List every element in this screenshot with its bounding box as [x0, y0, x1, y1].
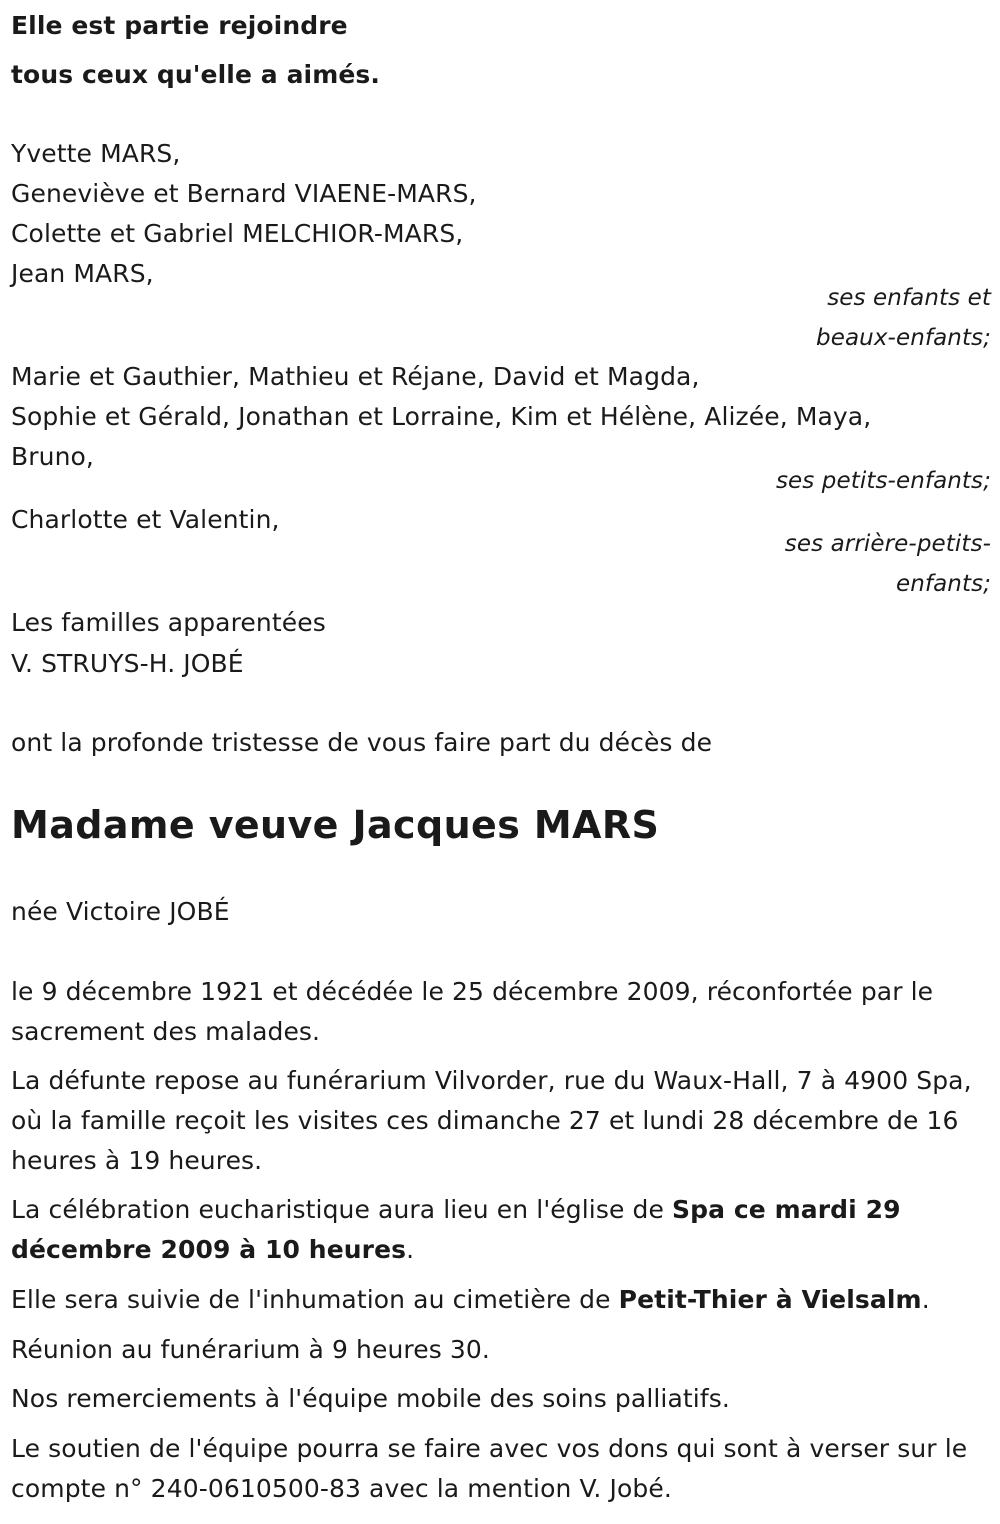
burial-text: Elle sera suivie de l'inhumation au cimetière de [11, 1285, 619, 1314]
child-name-2: Geneviève et Bernard VIAENE-MARS, [11, 179, 477, 208]
visitation-paragraph: La défunte repose au funérarium Vilvorder, rue du Waux-Hall, 7 à 4900 Spa, où la famille reçoit les visites ces dimanche 27 et lundi 28 décembre de 16 heures à 19 heures. [11, 1066, 972, 1175]
burial-end: . [921, 1285, 930, 1314]
child-name-4: Jean MARS, [11, 259, 154, 288]
mass-text: La célébration eucharistique aura lieu en l'église de [11, 1195, 672, 1224]
intro-line-2: tous ceux qu'elle a aimés. [11, 60, 381, 89]
donation-paragraph: Le soutien de l'équipe pourra se faire avec vos dons qui sont à verser sur le compte n° 240-0610500-83 avec la mention V. Jobé. [11, 1434, 968, 1503]
intro-line-1: Elle est partie rejoindre [11, 11, 348, 40]
mass-paragraph [11, 1190, 986, 1270]
mass-end: . [406, 1235, 415, 1264]
thanks-paragraph: Nos remerciements à l'équipe mobile des soins palliatifs. [11, 1384, 730, 1413]
grandchild-names-1: Marie et Gauthier, Mathieu et Réjane, David et Magda, [11, 362, 700, 391]
great-grandchildren-role-1: ses arrière-petits- [784, 531, 991, 557]
deceased-name: Madame veuve Jacques MARS [11, 803, 660, 847]
announcement: ont la profonde tristesse de vous faire part du décès de [11, 728, 713, 757]
child-name-1: Yvette MARS, [11, 139, 181, 168]
deceased-born-as: née Victoire JOBÉ [11, 897, 230, 926]
burial-place-emphasis: Petit-Thier à Vielsalm [618, 1285, 922, 1314]
grandchild-names-2: Sophie et Gérald, Jonathan et Lorraine, Kim et Hélène, Alizée, Maya, [11, 402, 872, 431]
families-line-2: V. STRUYS-H. JOBÉ [11, 649, 244, 678]
dates-paragraph: le 9 décembre 1921 et décédée le 25 décembre 2009, réconfortée par le sacrement des malades. [11, 977, 934, 1046]
families-line-1: Les familles apparentées [11, 608, 326, 637]
meeting-paragraph: Réunion au funérarium à 9 heures 30. [11, 1335, 490, 1364]
child-name-3: Colette et Gabriel MELCHIOR-MARS, [11, 219, 464, 248]
great-grandchild-names: Charlotte et Valentin, [11, 505, 280, 534]
great-grandchildren-role-2: enfants; [895, 571, 991, 597]
children-role-2: beaux-enfants; [816, 325, 991, 351]
grandchild-names-3: Bruno, [11, 442, 94, 471]
children-role-1: ses enfants et [827, 285, 991, 311]
burial-paragraph [11, 1280, 986, 1320]
grandchildren-role: ses petits-enfants; [775, 468, 991, 494]
mass-date-emphasis: Spa ce mardi 29 décembre 2009 à 10 heures [11, 1195, 901, 1264]
